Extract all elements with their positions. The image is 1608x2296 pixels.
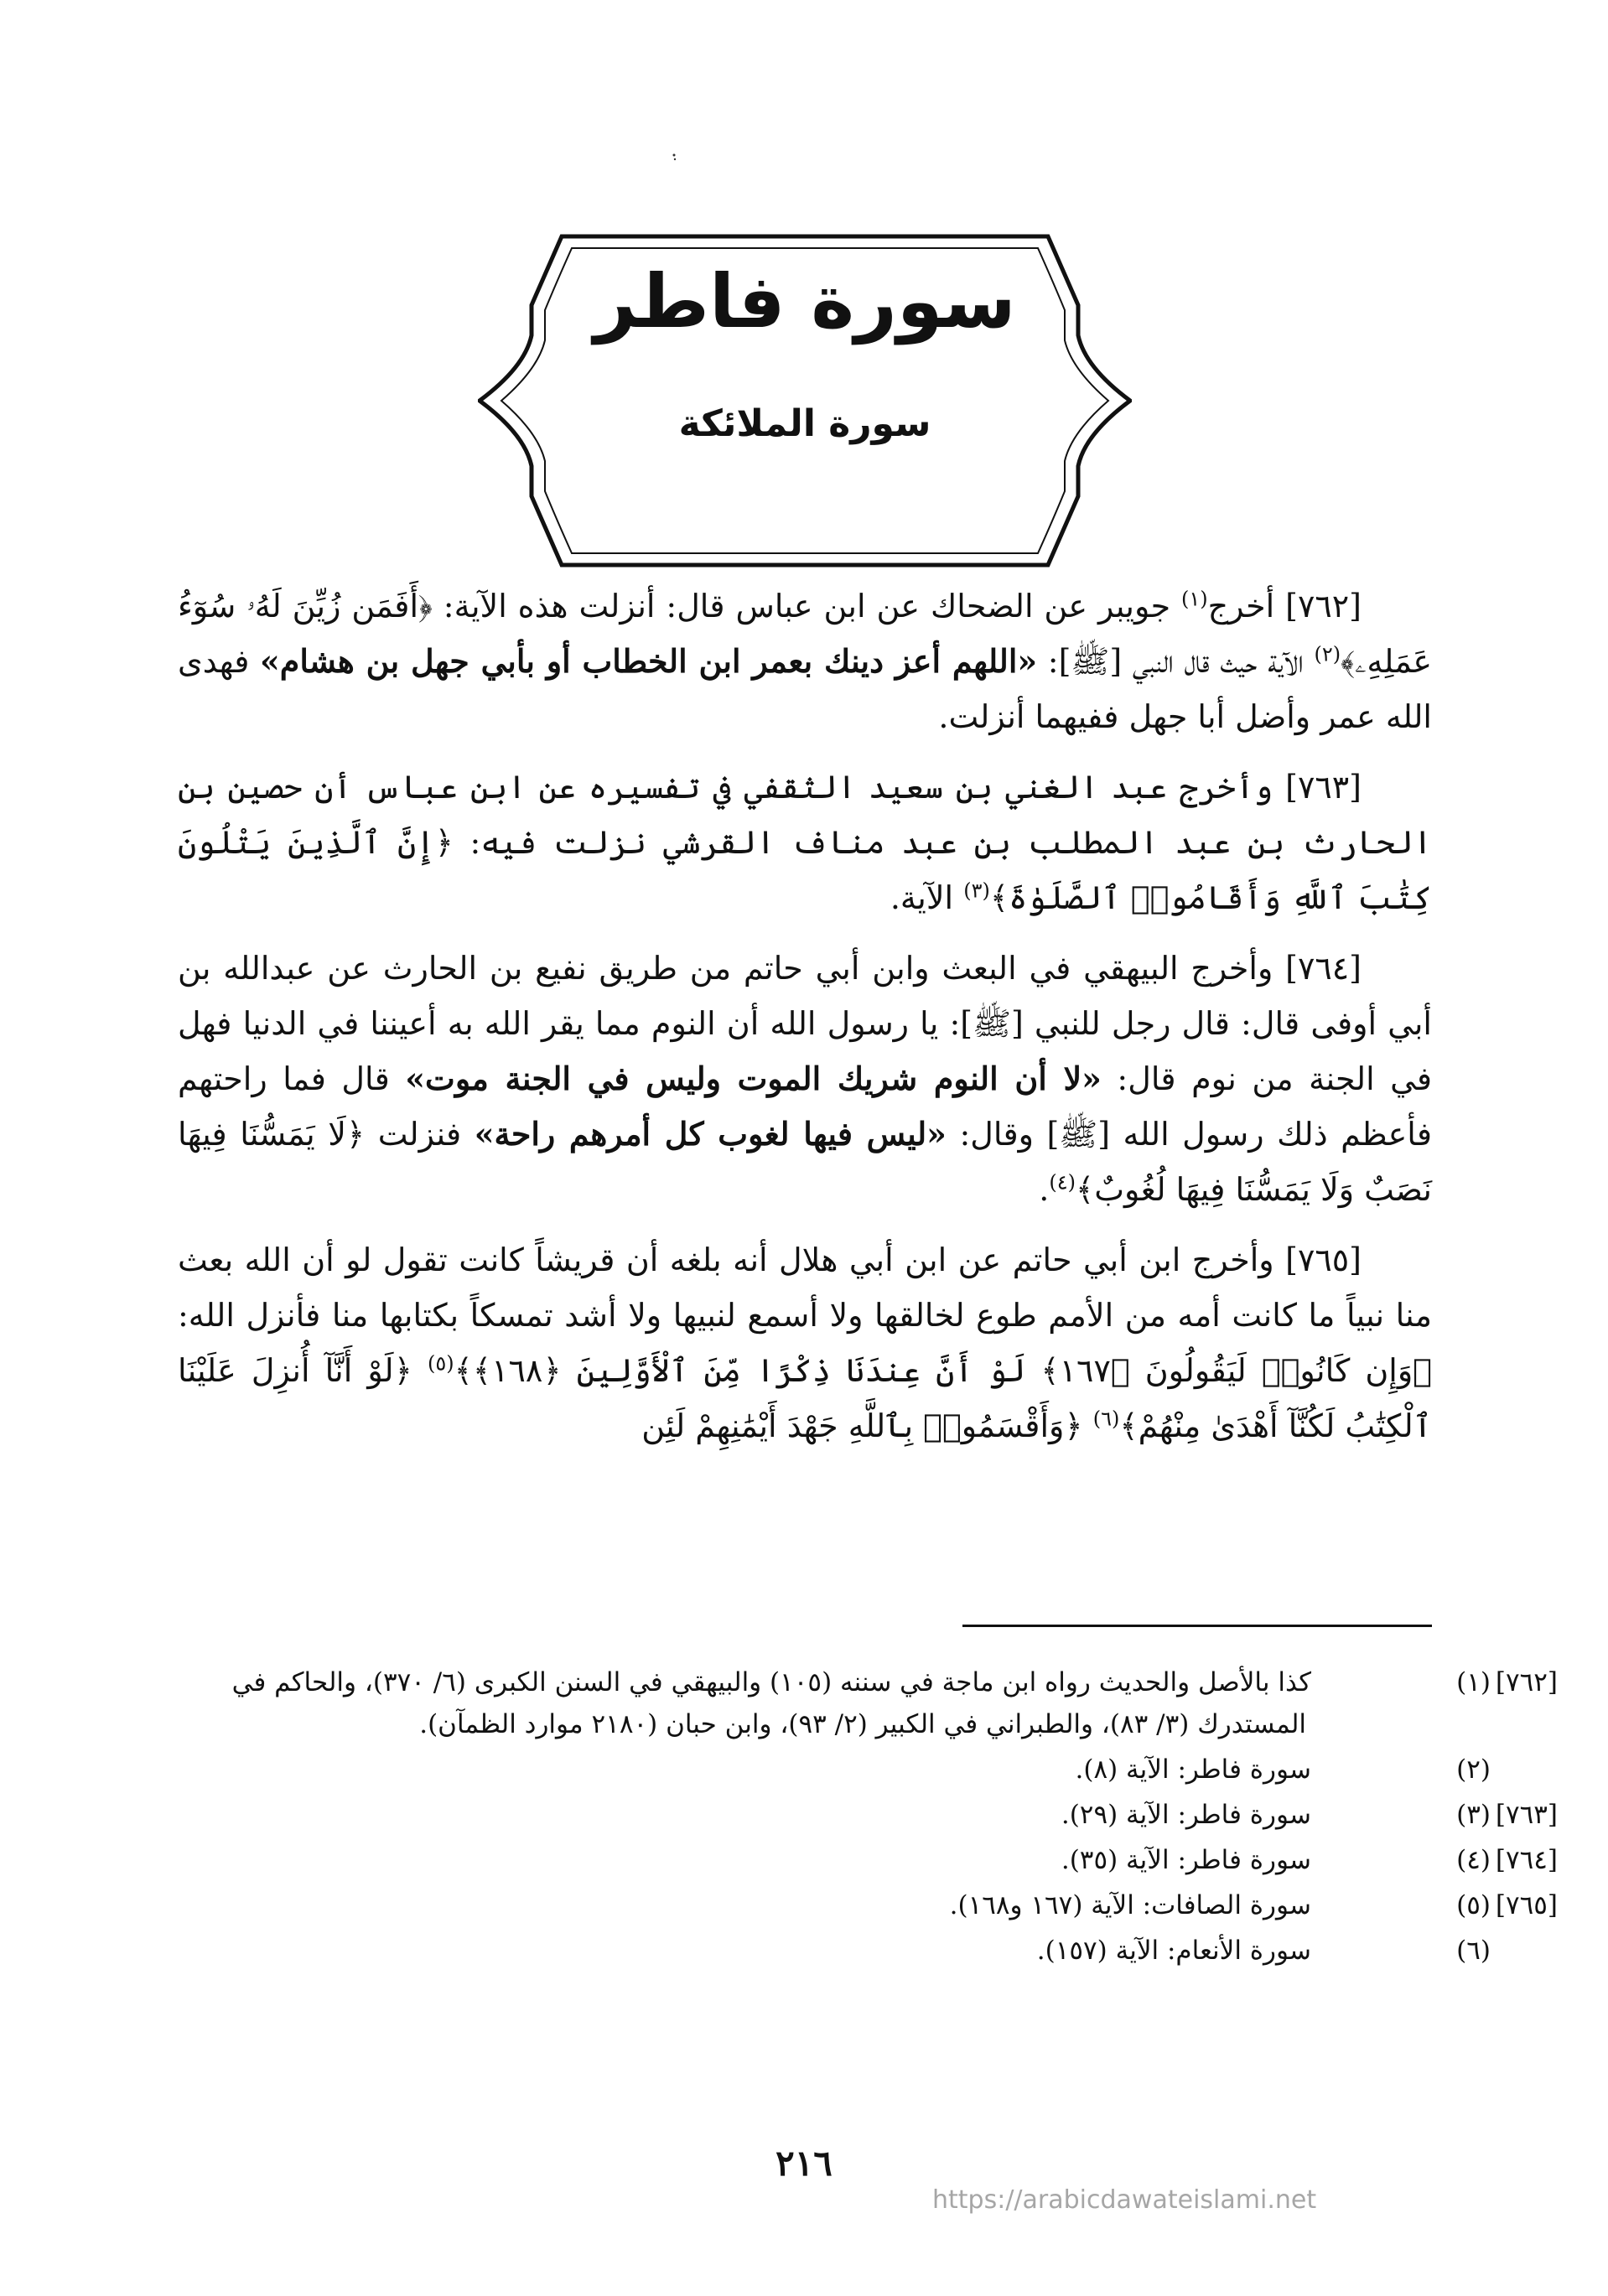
footnote-ref: [٧٦٢] <box>1495 1667 1558 1697</box>
main-text <box>178 578 1432 1469</box>
quran-quote: ﴿لَا يَمَسُّنَا فِيهَا نَصَبٌ وَلَا يَمَسُّنَا فِيهَا لُغُوبٌ﴾ <box>178 1116 1432 1208</box>
text-run <box>412 1352 428 1389</box>
footnote <box>178 1884 1558 1926</box>
text-run: [٧٦٢] أخرج <box>1207 588 1362 625</box>
quran-quote: ﴿إِنَّ ٱلَّذِينَ يَتْلُونَ كِتَٰبَ ٱللَّهِ وَأَقَامُوا۟ ٱلصَّلَوٰةَ﴾ <box>178 824 1432 916</box>
hadith-quote: «لا أن النوم شريك الموت وليس في الجنة موت» <box>405 1060 1102 1097</box>
footnote-marker: (١) <box>1181 587 1208 611</box>
quran-quote: ﴿وَإِن كَانُوا۟ لَيَقُولُونَ ﴿١٦٧﴾ لَوْ أَنَّ عِندَنَا ذِكْرًا مِّنَ ٱلْأَوَّلِينَ ﴿١٦٨﴾﴾ <box>454 1352 1432 1389</box>
hadith-quote: «اللهم أعز دينك بعمر ابن الخطاب أو بأبي جهل بن هشام» <box>260 642 1038 680</box>
text-run: الآية. <box>890 879 964 916</box>
paragraph-765 <box>178 1232 1432 1454</box>
page-number: ٢١٦ <box>775 2143 833 2184</box>
footnote-ref: [٧٦٤] <box>1495 1845 1558 1875</box>
text-run: [٧٦٥] وأخرج ابن أبي حاتم عن ابن أبي هلال أنه بلغه أن قريشاً كانت تقول لو أن الله بعث منا نبياً ما كانت أمه من الأمم طوع لخالقها ولا أسمع لنبيها ولا أشد تمسكاً بكتابها منا فأنزل الله: <box>178 1241 1432 1334</box>
footnote-marker: (٤) <box>1049 1170 1076 1195</box>
surah-title: سورة فاطر <box>594 258 1016 345</box>
footnote-number: (٥) <box>1456 1890 1491 1920</box>
surah-title-cartouche <box>478 225 1132 577</box>
ink-speck <box>671 153 677 161</box>
quran-quote: ﴿لَوْ أَنَّآ أُنزِلَ عَلَيْنَا ٱلْكِتَٰبُ لَكُنَّآ أَهْدَىٰ مِنْهُمْ﴾ <box>178 1352 1432 1444</box>
footnote-separator <box>962 1625 1432 1627</box>
hadith-quote: «ليس فيها لغوب كل أمرهم راحة» <box>474 1115 947 1153</box>
footnote <box>178 1839 1558 1881</box>
text-run: قال فما راحتهم فأعظم ذلك رسول الله [ﷺ] وقال: <box>178 1060 1433 1153</box>
surah-subtitle: سورة الملائكة <box>678 402 931 445</box>
footnotes <box>178 1661 1558 1975</box>
footnote-marker: (٦) <box>1092 1407 1120 1431</box>
footnote <box>178 1749 1491 1791</box>
text-run: [٧٦٣] وأخرج عبد الغني بن سعيد الثقفي في تفسيره عن ابن عباس أن حصين بن الحارث بن عبد المطلب بن عبد مناف القرشي نزلت فيه: <box>178 769 1432 861</box>
footnote-marker: (٣) <box>963 878 990 903</box>
text-run: فنزلت <box>365 1116 475 1153</box>
footnote-ref: [٧٦٣] <box>1495 1800 1558 1830</box>
footnote-text: كذا بالأصل والحديث رواه ابن ماجة في سننه (١٠٥) والبيهقي في السنن الكبرى (٦/ ٣٧٠)، والحاكم في المستدرك (٣/ ٨٣)، والطبراني في الكبير (٢/ ٩٣)، وابن حبان (٢١٨٠ موارد الظمآن). <box>231 1667 1311 1739</box>
footnote-number: (٤) <box>1456 1845 1491 1875</box>
quran-quote: ﴿أَفَمَن زُيِّنَ لَهُۥ سُوٓءُ عَمَلِهِۦ﴾ <box>178 588 1433 680</box>
watermark-url: https://arabicdawateislami.net <box>932 2185 1317 2215</box>
text-run: جويبر عن الضحاك عن ابن عباس قال: أنزلت هذه الآية: <box>432 588 1181 625</box>
text-run <box>1083 1407 1093 1444</box>
text-run: فهدى الله عمر وأضل أبا جهل ففيهما أنزلت. <box>178 643 1432 735</box>
footnote <box>178 1794 1558 1836</box>
footnote-marker: (٥) <box>427 1351 454 1376</box>
text-run: . <box>1039 1171 1050 1208</box>
footnote-number: (٢) <box>1456 1754 1491 1785</box>
quran-quote: ﴿وَأَقْسَمُوا۟ بِٱللَّهِ جَهْدَ أَيْمَٰنِهِمْ لَئِن <box>641 1407 1083 1444</box>
footnote-ref: [٧٦٥] <box>1495 1890 1558 1920</box>
footnote-number: (١) <box>1456 1667 1491 1697</box>
text-run: الآية حيث قال النبي [ﷺ]: <box>1037 643 1315 680</box>
text-run: [٧٦٤] وأخرج البيهقي في البعث وابن أبي حاتم من طريق نفيع بن الحارث عن عبدالله بن أبي أوفى قال: قال رجل للنبي [ﷺ]: يا رسول الله أن النوم مما يقر الله به أعيننا في الدنيا فهل في الجنة من نوم قال: <box>178 950 1432 1097</box>
footnote-text: سورة فاطر: الآية (٣٥). <box>1061 1845 1311 1875</box>
paragraph-764 <box>178 941 1432 1217</box>
footnote-text: سورة الصافات: الآية (١٦٧ و١٦٨). <box>949 1890 1311 1920</box>
paragraph-762 <box>178 578 1432 744</box>
footnote-text: سورة الأنعام: الآية (١٥٧). <box>1036 1936 1311 1966</box>
footnote-marker: (٢) <box>1314 642 1341 666</box>
paragraph-763 <box>178 759 1432 925</box>
footnote-number: (٣) <box>1456 1800 1491 1830</box>
footnote-number: (٦) <box>1456 1936 1491 1966</box>
footnote-text: سورة فاطر: الآية (٢٩). <box>1061 1800 1311 1830</box>
footnote <box>178 1661 1558 1745</box>
footnote <box>178 1930 1491 1972</box>
footnote-text: سورة فاطر: الآية (٨). <box>1075 1754 1311 1785</box>
